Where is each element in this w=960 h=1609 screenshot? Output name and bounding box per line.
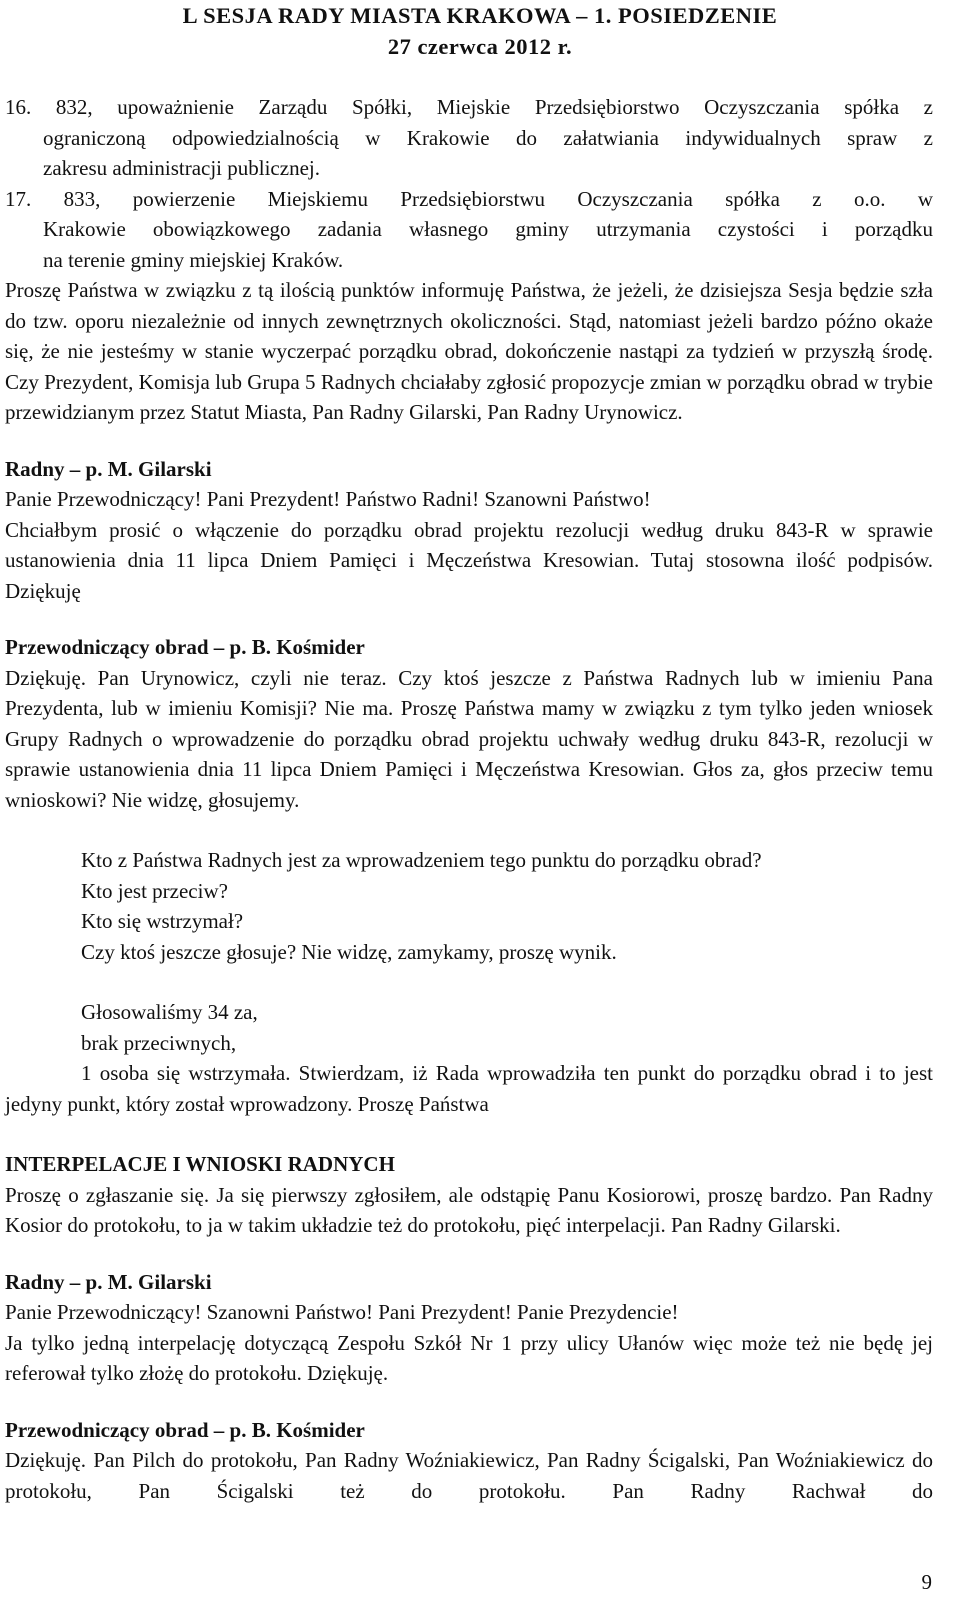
speaker-heading: Radny – p. M. Gilarski (5, 456, 212, 481)
vote-questions (5, 845, 933, 967)
agenda-item-16-line2: ograniczoną odpowiedzialnością w Krakowie do załatwiania indywidualnych spraw z (43, 125, 933, 150)
agenda-item-17-line3: na terenie gminy miejskiej Kraków. (43, 247, 344, 272)
vote-question: Kto z Państwa Radnych jest za wprowadzeniem tego punktu do porządku obrad? (81, 848, 762, 872)
speaker-heading: Przewodniczący obrad – p. B. Kośmider (5, 635, 365, 659)
speech-text: Proszę o zgłaszanie się. Ja się pierwszy zgłosiłem, ale odstąpię Panu Kosiorowi, proszę bardzo. Pan Radny Kosior do protokołu, to ja w takim układzie też do protokołu, pięć interpelacji. Pan Radny Gilarski. (5, 1182, 933, 1237)
agenda-item-16-line1: 16. 832, upoważnienie Zarządu Spółki, Miejskie Przedsiębiorstwo Oczyszczania spółka z (5, 95, 933, 119)
vote-question: Kto jest przeciw? (81, 878, 228, 903)
session-date: 27 czerwca 2012 r. (387, 34, 573, 59)
agenda-item-17-line1: 17. 833, powierzenie Miejskiemu Przedsiębiorstwu Oczyszczania spółka z o.o. w (5, 186, 933, 211)
vote-result: brak przeciwnych, (81, 1030, 237, 1055)
page-number: 9 (921, 1570, 932, 1594)
vote-result: Głosowaliśmy 34 za, (81, 1000, 258, 1024)
chair-announcement: Proszę Państwa w związku z tą ilością punktów informuję Państwa, że jeżeli, że dzisiejsza Sesja będzie szła do tzw. oporu niezależnie od innych zewnętrznych okoliczności. Stąd, natomiast jeżeli bardzo późno okaże się, że nie jesteśmy w stanie wyczerpać porządku obrad, dokończenie nastąpi za tydzień w przyszłą środę. Czy Prezydent, Komisja lub Grupa 5 Radnych chciałaby zgłosić propozycje zmian w porządku obrad w trybie przewidzianym przez Statut Miasta, Pan Radny Gilarski, Pan Radny Urynowicz. (5, 278, 933, 424)
speaker-heading: Radny – p. M. Gilarski (5, 1269, 212, 1294)
speech-text: Ja tylko jedną interpelację dotyczącą Zespołu Szkół Nr 1 przy ulicy Ułanów więc może też nie będę jej referował tylko złożę do protokołu. Dziękuję. (5, 1330, 933, 1385)
agenda-item-16-line3: zakresu administracji publicznej. (43, 156, 320, 180)
vote-result: 1 osoba się wstrzymała. Stwierdzam, iż Rada wprowadziła ten punkt do porządku obrad i to jest jedyny punkt, który został wprowadzony. Proszę Państwa (5, 1061, 933, 1116)
speaker-heading: Przewodniczący obrad – p. B. Kośmider (5, 1417, 365, 1442)
greeting: Panie Przewodniczący! Szanowni Państwo! Pani Prezydent! Panie Prezydencie! (5, 1300, 679, 1324)
section-heading: INTERPELACJE I WNIOSKI RADNYCH (5, 1152, 395, 1176)
agenda-item-17-line2: Krakowie obowiązkowego zadania własnego gminy utrzymania czystości i porządku (43, 217, 933, 241)
speech-text: Dziękuję. Pan Urynowicz, czyli nie teraz. Czy ktoś jeszcze z Państwa Radnych lub w imieniu Pana Prezydenta, lub w imieniu Komisji? Nie ma. Proszę Państwa mamy w związku z tym tylko jeden wniosek Grupy Radnych o wprowadzenie do porządku obrad projektu uchwały według druku 843-R, rezolucji w sprawie ustanowienia dnia 11 lipca Dniem Pamięci i Męczeństwa Kresowian. Głos za, głos przeciw temu wnioskowi? Nie widzę, głosujemy. (5, 665, 933, 812)
speech-text: Dziękuję. Pan Pilch do protokołu, Pan Radny Woźniakiewicz, Pan Radny Ścigalski, Pan Woźniakiewicz do protokołu, Pan Ścigalski też do protokołu. Pan Radny Rachwał do (5, 1448, 933, 1503)
vote-question: Czy ktoś jeszcze głosuje? Nie widzę, zamykamy, proszę wynik. (81, 939, 617, 964)
document-body (5, 92, 933, 1506)
greeting: Panie Przewodniczący! Pani Prezydent! Państwo Radni! Szanowni Państwo! (5, 487, 651, 511)
vote-question: Kto się wstrzymał? (81, 909, 244, 933)
speech-text: Chciałbym prosić o włączenie do porządku obrad projektu rezolucji według druku 843-R w sprawie ustanowienia dnia 11 lipca Dniem Pamięci i Męczeństwa Kresowian. Tutaj stosowna ilość podpisów. Dziękuję (5, 517, 933, 603)
document-header (0, 0, 960, 62)
session-title: L SESJA RADY MIASTA KRAKOWA – 1. POSIEDZENIE (182, 3, 778, 28)
